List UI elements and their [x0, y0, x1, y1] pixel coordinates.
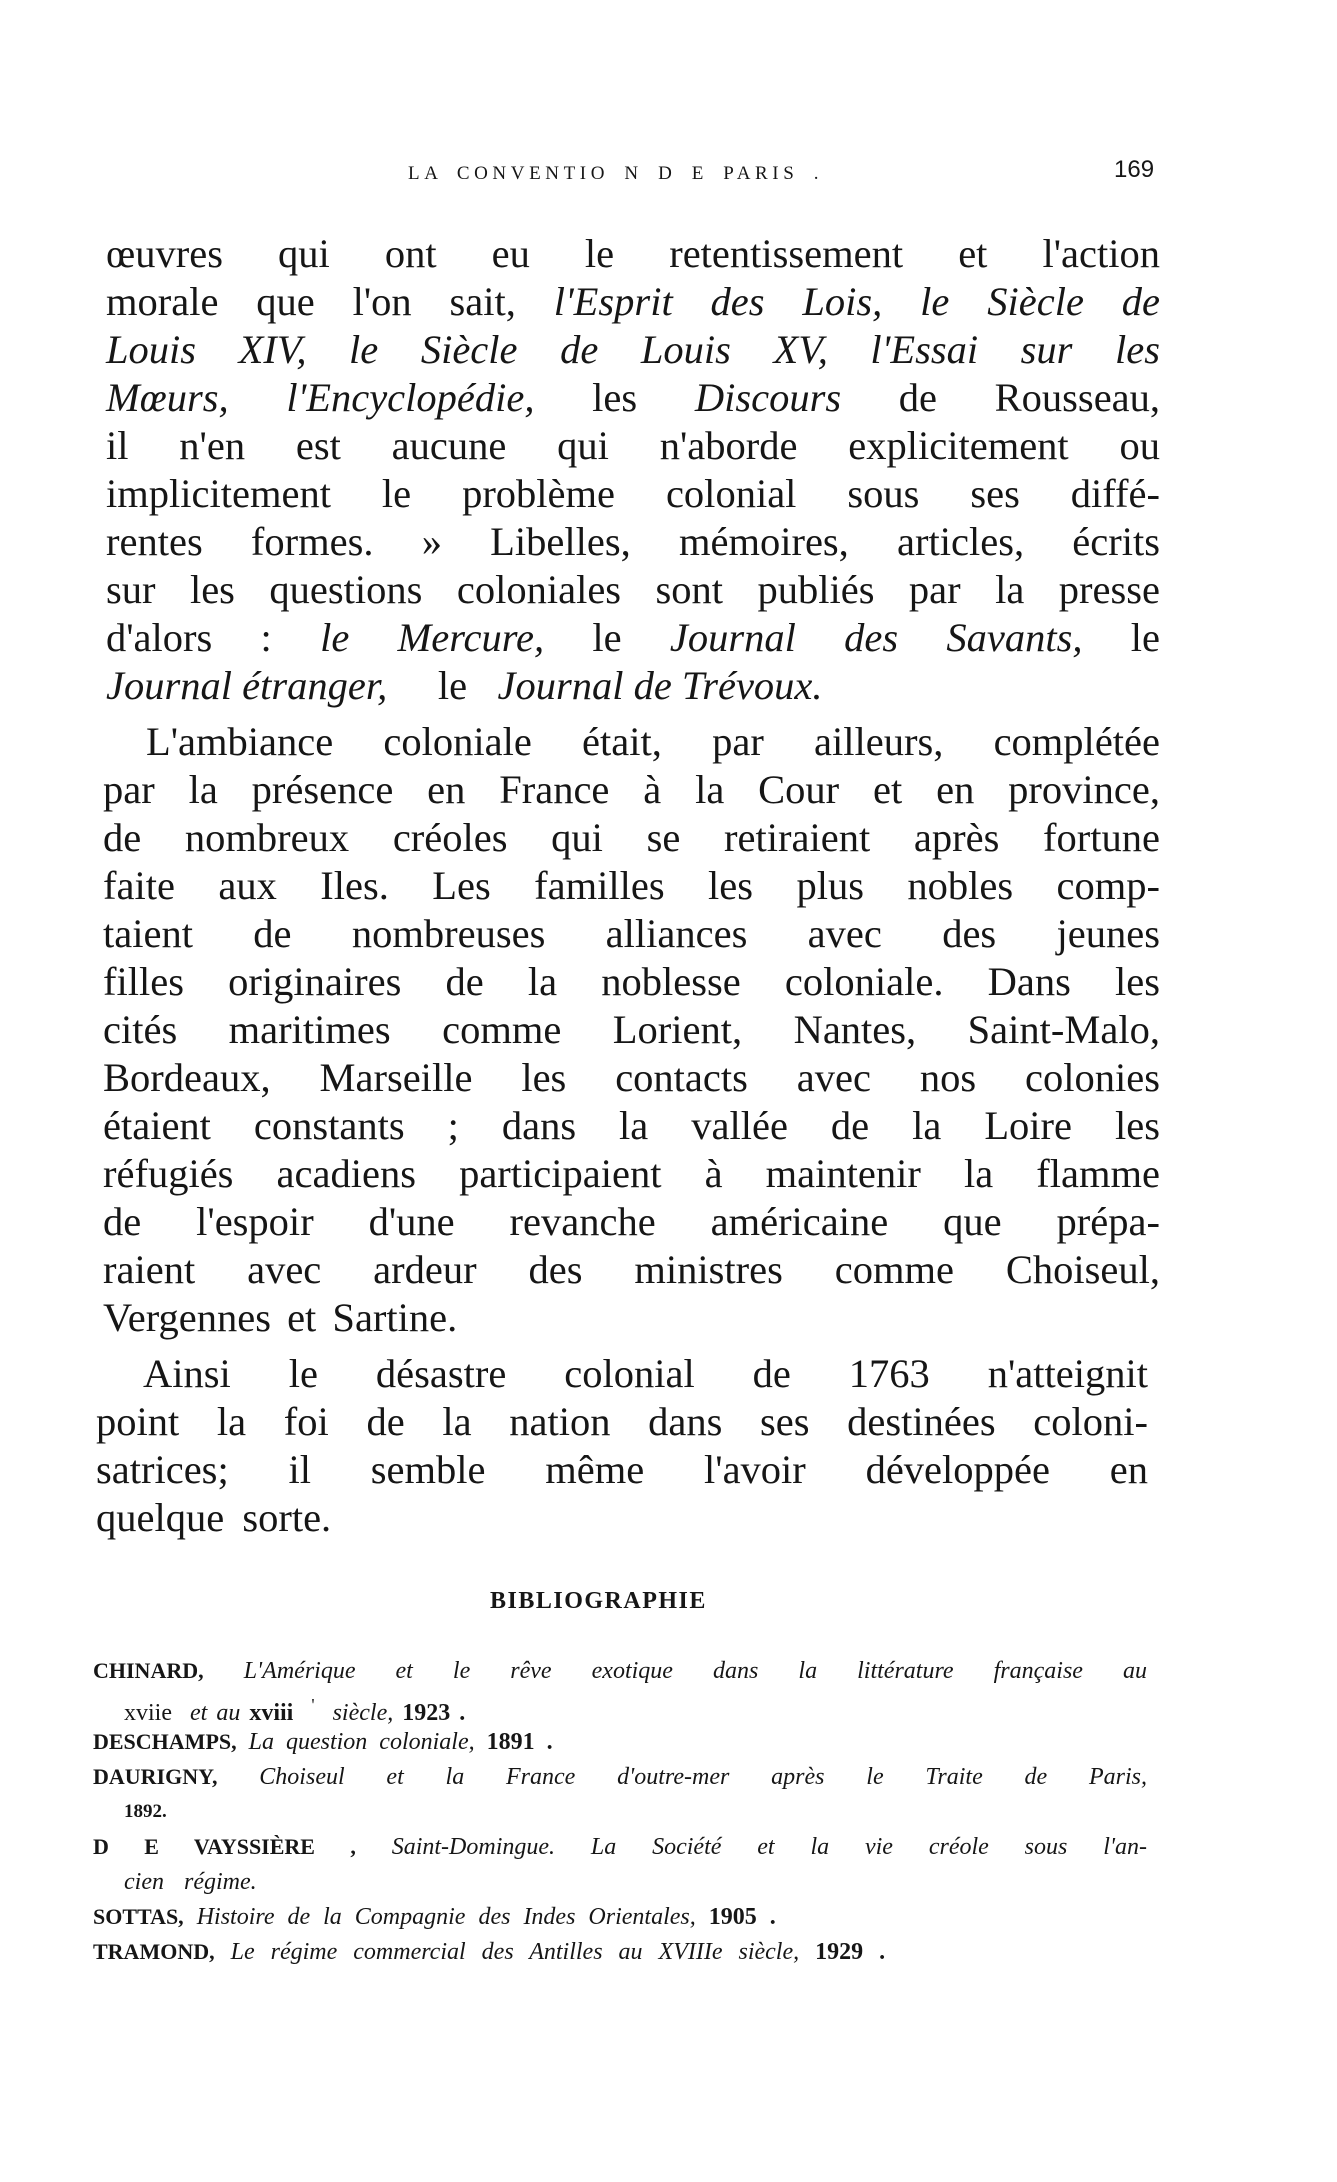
running-head: LA CONVENTIO N D E PARIS . [408, 163, 824, 184]
text-segment: le [437, 663, 468, 708]
italic-title: Louis XIV, le Siècle de Louis XV, l'Essai sur les [106, 327, 1160, 372]
text-line: cités maritimes comme Lorient, Nantes, Saint-Malo, [103, 1007, 1160, 1052]
bibliography-entry [93, 1656, 1147, 1686]
entry-title: Histoire de la Compagnie des Indes Orientales, [196, 1904, 696, 1930]
italic-title: Journal étranger, [106, 663, 388, 708]
entry-title: L'Amérique et le rêve exotique dans la littérature française au [243, 1658, 1147, 1684]
bibliography-entry [93, 1832, 1147, 1862]
italic-title: Journal de Trévoux. [497, 663, 823, 708]
entry-title: Choiseul et la France d'outre-mer après le Traite de Paris, [259, 1764, 1148, 1790]
text-line: L'ambiance coloniale était, par ailleurs, complétée [146, 719, 1160, 764]
text-line [106, 374, 1160, 422]
entry-author: CHINARD, [93, 1658, 204, 1683]
entry-text: xviii [249, 1700, 294, 1726]
text-line [106, 614, 1160, 662]
text-segment: de Rousseau, [898, 375, 1161, 420]
entry-author: TRAMOND, [93, 1939, 215, 1964]
text-line: satrices; il semble même l'avoir développée en [96, 1447, 1148, 1492]
entry-author: D E VAYSSIÈRE , [93, 1834, 356, 1859]
entry-author: DESCHAMPS, [93, 1729, 237, 1754]
entry-title: La question coloniale, [248, 1729, 475, 1755]
text-line: raient avec ardeur des ministres comme Choiseul, [103, 1247, 1160, 1292]
text-line: étaient constants ; dans la vallée de la Loire les [103, 1103, 1160, 1148]
text-line: Ainsi le désastre colonial de 1763 n'atteignit [143, 1351, 1148, 1396]
bibliography-entry-continuation [124, 1690, 1024, 1728]
italic-title: le Mercure, [320, 615, 545, 660]
text-segment: le [1130, 615, 1161, 660]
text-line: il n'en est aucune qui n'aborde explicitement ou [106, 423, 1160, 468]
entry-text: ' [311, 1695, 315, 1715]
entry-text: siècle, [332, 1700, 394, 1726]
text-line: implicitement le problème colonial sous ses diffé- [106, 471, 1160, 516]
text-line: de l'espoir d'une revanche américaine que prépa- [103, 1199, 1160, 1244]
bibliography-entry [93, 1762, 1147, 1792]
entry-year: 1892. [124, 1801, 167, 1822]
text-line: faite aux Iles. Les familles les plus nobles comp- [103, 863, 1160, 908]
entry-title: Le régime commercial des Antilles au XVIIIe siècle, [230, 1939, 800, 1965]
text-line [106, 278, 1160, 326]
text-line: Vergennes et Sartine. [103, 1295, 458, 1340]
italic-title: Mœurs, l'Encyclopédie, [106, 375, 535, 420]
bibliography-entry-continuation: cien régime. [124, 1869, 257, 1895]
italic-title: Journal des Savants, [669, 615, 1083, 660]
entry-text: xviie [124, 1700, 172, 1726]
text-line: de nombreux créoles qui se retiraient après fortune [103, 815, 1160, 860]
entry-author: SOTTAS, [93, 1904, 184, 1929]
text-segment: les [592, 375, 638, 420]
text-line: quelque sorte. [96, 1495, 332, 1540]
text-line: sur les questions coloniales sont publiés par la presse [106, 567, 1160, 612]
text-line: rentes formes. » Libelles, mémoires, articles, écrits [106, 519, 1160, 564]
bibliography-entry [93, 1727, 1147, 1757]
text-line: taient de nombreuses alliances avec des jeunes [103, 911, 1160, 956]
entry-year: 1923 . [402, 1700, 466, 1726]
text-line: point la foi de la nation dans ses destinées coloni- [96, 1399, 1148, 1444]
page-number: 169 [1114, 156, 1155, 183]
entry-year: 1929 . [815, 1939, 886, 1965]
entry-year: 1905 . [708, 1904, 776, 1930]
text-line: par la présence en France à la Cour et en province, [103, 767, 1160, 812]
text-segment: d'alors : [106, 615, 272, 660]
bibliography-entry [93, 1902, 1147, 1932]
bibliography-entry [93, 1937, 1147, 1967]
text-line: Bordeaux, Marseille les contacts avec nos colonies [103, 1055, 1160, 1100]
entry-title: Saint-Domingue. La Société et la vie créole sous l'an- [391, 1834, 1147, 1860]
text-line: œuvres qui ont eu le retentissement et l'action [106, 231, 1160, 276]
entry-author: DAURIGNY, [93, 1764, 218, 1789]
text-segment: le [592, 615, 622, 660]
text-segment: morale que l'on sait, [106, 279, 516, 324]
entry-text: et au [190, 1700, 241, 1726]
bibliography-heading: BIBLIOGRAPHIE [490, 1588, 707, 1614]
italic-title: l'Esprit des Lois, le Siècle de [553, 279, 1161, 324]
text-line: filles originaires de la noblesse coloniale. Dans les [103, 959, 1160, 1004]
italic-title: Discours [694, 375, 842, 420]
entry-year: 1891 . [486, 1729, 553, 1755]
text-line [106, 662, 1160, 710]
bibliography-entry-continuation [124, 1797, 324, 1827]
text-line: réfugiés acadiens participaient à maintenir la flamme [103, 1151, 1160, 1196]
